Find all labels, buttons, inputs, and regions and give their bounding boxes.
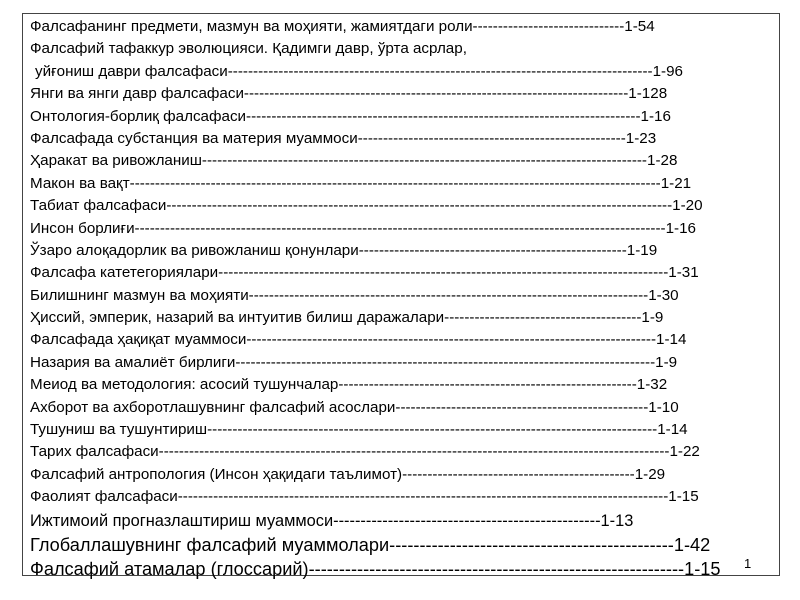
toc-line: Тарих фалсафаси-----------------------------------------------------------------------------------------------------1-22	[30, 443, 700, 461]
table-of-contents	[30, 16, 775, 581]
toc-line: Фалсафий антропология (Инсон ҳақидаги таълимот)----------------------------------------------1-29	[30, 465, 666, 483]
toc-line: Фалсафада ҳақиқат муаммоси---------------------------------------------------------------------------------1-14	[30, 331, 687, 349]
toc-line: Тушуниш ва тушунтириш-----------------------------------------------------------------------------------------1-14	[30, 421, 688, 439]
toc-line: Фалсафада субстанция ва материя муаммоси-----------------------------------------------------1-23	[30, 129, 657, 147]
page-number: 1	[744, 556, 752, 571]
toc-line: Назария ва амалиёт бирлиги-----------------------------------------------------------------------------------1-9	[30, 353, 678, 371]
toc-line: Фаолият фалсафаси-------------------------------------------------------------------------------------------------1-15	[30, 488, 699, 506]
toc-line: Билишнинг мазмун ва моҳияти-------------------------------------------------------------------------------1-30	[30, 286, 679, 304]
toc-line: Ҳиссий, эмперик, назарий ва интуитив билиш даражалари---------------------------------------1-9	[30, 309, 664, 327]
toc-line: Янги ва янги давр фалсафаси----------------------------------------------------------------------------1-128	[30, 85, 668, 103]
toc-line: Ахборот ва ахборотлашувнинг фалсафий асослари--------------------------------------------------1-10	[30, 398, 679, 416]
toc-line: Ҳаракат ва ривожланиш----------------------------------------------------------------------------------------1-28	[30, 152, 678, 170]
toc-line: Онтология-борлиқ фалсафаси------------------------------------------------------------------------------1-16	[30, 107, 671, 125]
toc-line: Инсон борлиғи---------------------------------------------------------------------------------------------------------1-16	[30, 219, 697, 237]
toc-line: уйғониш даври фалсафаси------------------------------------------------------------------------------------1-96	[35, 62, 683, 80]
toc-line: Меиод ва методология: асосий тушунчалар-----------------------------------------------------------1-32	[30, 376, 668, 394]
toc-line: Глобаллашувнинг фалсафий муаммолари-----------------------------------------------1-42	[30, 534, 711, 555]
toc-line: Фалсафий тафаккур эволюцияси. Қадимги давр, ўрта асрлар,	[30, 40, 467, 58]
toc-line: Фалсафий атамалар (глоссарий)--------------------------------------------------------------1-15	[30, 558, 721, 579]
toc-line: Ижтимоий прогназлаштириш муаммоси-------------------------------------------------1-13	[30, 511, 634, 530]
toc-line: Макон ва вақт---------------------------------------------------------------------------------------------------------1-21	[30, 174, 692, 192]
toc-line: Табиат фалсафаси----------------------------------------------------------------------------------------------------1-20	[30, 197, 703, 215]
toc-line: Фалсафанинг предмети, мазмун ва моҳияти, жамиятдаги роли------------------------------1-54	[30, 18, 655, 35]
toc-line: Ўзаро алоқадорлик ва ривожланиш қонунлари-----------------------------------------------------1-19	[30, 241, 658, 259]
toc-line: Фалсафа катетегориялари-----------------------------------------------------------------------------------------1-31	[30, 264, 699, 282]
